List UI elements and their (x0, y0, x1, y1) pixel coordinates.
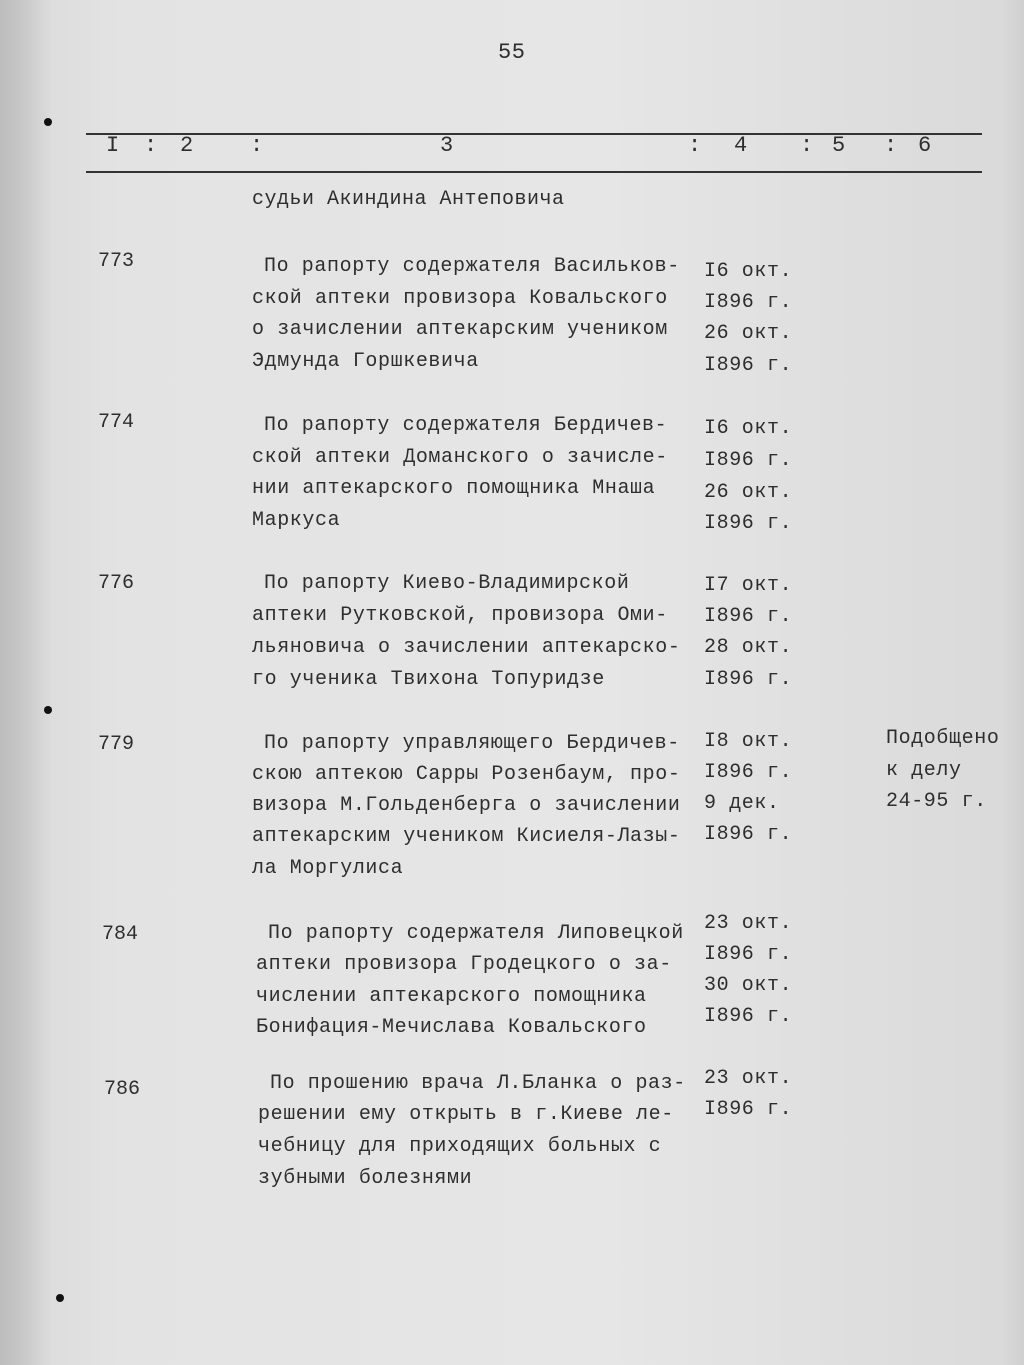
entry-text-line: По рапорту управляющего Бердичев- (264, 732, 680, 755)
entry-date: I896 г. (704, 823, 793, 846)
entry-text-line: По прошению врача Л.Бланка о раз- (270, 1072, 686, 1095)
entry-text-line: ской аптеки Доманского о зачисле- (252, 446, 668, 469)
entry-text-line: По рапорту содержателя Бердичев- (264, 414, 668, 437)
header-col-4: 4 (734, 133, 750, 158)
entry-text-line: ла Моргулиса (252, 857, 404, 880)
binding-hole-middle (44, 706, 52, 714)
note-line: Подобщено (886, 727, 1000, 750)
entry-text-line: нии аптекарского помощника Мнаша (252, 477, 656, 500)
header-col-5: 5 (832, 133, 848, 158)
page-number: 55 (498, 40, 526, 65)
binding-hole-bottom (56, 1294, 64, 1302)
entry-text-line: По рапорту содержателя Липовецкой (268, 922, 684, 945)
header-sep-5: : (884, 133, 900, 158)
header-bottom-rule (86, 171, 982, 173)
entry-number: 779 (98, 733, 135, 756)
entry-date: 9 дек. (704, 792, 780, 815)
header-col-1: I (106, 133, 122, 158)
header-col-2: 2 (180, 133, 196, 158)
entry-date: I7 окт. (704, 574, 793, 597)
entry-date: I896 г. (704, 943, 793, 966)
entry-text-line: Маркуса (252, 509, 341, 532)
header-sep-1: : (144, 133, 160, 158)
note-line: к делу (886, 758, 962, 782)
entry-text-line: ской аптеки провизора Ковальского (252, 287, 668, 310)
entry-text-line: го ученика Твихона Топуридзе (252, 668, 605, 691)
entry-date: I896 г. (704, 605, 793, 628)
entry-date: I896 г. (704, 761, 793, 784)
entry-text-line: решении ему открыть в г.Киеве ле- (258, 1103, 674, 1126)
entry-date: I896 г. (704, 354, 793, 377)
note-line: 24-95 г. (886, 790, 987, 813)
entry-date: 28 окт. (704, 636, 793, 659)
continuation-line: судьи Акиндина Антеповича (252, 188, 565, 211)
entry-date: 23 окт. (704, 912, 793, 935)
entry-date: 26 окт. (704, 481, 793, 504)
entry-779-note (886, 727, 999, 822)
header-col-3: 3 (440, 133, 456, 158)
entry-number: 773 (98, 250, 135, 273)
entry-text-line: Эдмунда Горшкевича (252, 350, 479, 373)
entry-date: I8 окт. (704, 730, 793, 753)
entry-date: I896 г. (704, 291, 793, 314)
entry-date: I6 окт. (704, 260, 793, 283)
entry-number: 774 (98, 411, 135, 434)
entry-date: I896 г. (704, 512, 793, 535)
entry-date: 30 окт. (704, 974, 793, 997)
header-top-rule (86, 133, 982, 135)
entry-number: 786 (104, 1078, 141, 1101)
entry-text-line: визора М.Гольденберга о зачислении (252, 794, 681, 817)
header-col-6: 6 (918, 133, 934, 158)
entry-date: I896 г. (704, 1098, 793, 1121)
header-sep-4: : (800, 133, 816, 158)
entry-text-line: По рапорту содержателя Васильков- (264, 255, 680, 278)
entry-text-line: зубными болезнями (258, 1167, 473, 1190)
entry-number: 776 (98, 572, 135, 595)
entry-number: 784 (102, 923, 139, 946)
header-sep-3: : (688, 133, 704, 158)
header-sep-2: : (250, 133, 266, 158)
binding-hole-top (44, 118, 52, 126)
entry-date: I6 окт. (704, 417, 793, 440)
entry-text-line: аптеки провизора Гродецкого о за- (256, 953, 672, 976)
entry-text-line: о зачислении аптекарским учеником (252, 318, 668, 341)
entry-date: I896 г. (704, 449, 793, 472)
entry-text-line: числении аптекарского помощника (256, 985, 647, 1008)
entry-date: I896 г. (704, 668, 793, 691)
entry-date: 26 окт. (704, 322, 793, 345)
entry-text-line: Бонифация-Мечислава Ковальского (256, 1016, 647, 1039)
entry-text-line: аптеки Рутковской, провизора Оми- (252, 604, 668, 627)
entry-text-line: аптекарским учеником Кисиеля-Лазы- (252, 825, 681, 848)
entry-text-line: скою аптекою Сарры Розенбаум, про- (252, 763, 681, 786)
entry-text-line: чебницу для приходящих больных с (258, 1135, 662, 1158)
entry-text-line: По рапорту Киево-Владимирской (264, 572, 630, 595)
entry-date: 23 окт. (704, 1067, 793, 1090)
entry-text-line: льяновича о зачислении аптекарско- (252, 636, 681, 659)
entry-date: I896 г. (704, 1005, 793, 1028)
